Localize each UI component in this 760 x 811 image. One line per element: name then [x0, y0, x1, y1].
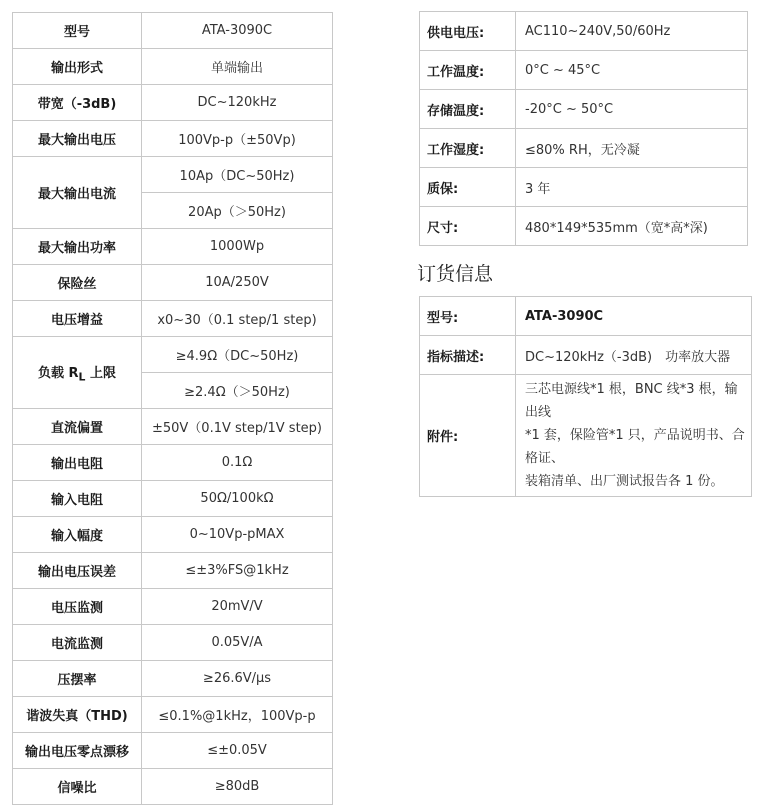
table-row — [13, 517, 333, 553]
spec-label-output-form: 输出形式 — [13, 49, 142, 85]
accessories-line-1: 三芯电源线*1 根，BNC 线*3 根，输出线 — [525, 382, 738, 420]
spec-value-voltage-monitor: 20mV/V — [142, 589, 333, 625]
spec-value-storage-temp: -20°C ~ 50°C — [516, 90, 748, 129]
order-value-accessories — [516, 375, 752, 497]
spec-label-bandwidth: 带宽（-3dB) — [13, 85, 142, 121]
spec-value-max-output-voltage: 100Vp-p（±50Vp) — [142, 121, 333, 157]
spec-label-max-output-current: 最大输出电流 — [13, 157, 142, 229]
spec-label-load-rl-limit — [13, 337, 142, 409]
table-row — [13, 121, 333, 157]
spec-label-zero-drift: 输出电压零点漂移 — [13, 733, 142, 769]
spec-table-right — [419, 11, 748, 246]
spec-label-voltage-gain: 电压增益 — [13, 301, 142, 337]
spec-value-output-voltage-error: ≤±3%FS@1kHz — [142, 553, 333, 589]
table-row — [13, 265, 333, 301]
spec-label-model: 型号 — [13, 13, 142, 49]
spec-value-current-monitor: 0.05V/A — [142, 625, 333, 661]
order-info-heading: 订货信息 — [417, 263, 494, 285]
spec-value-max-output-power: 1000Wp — [142, 229, 333, 265]
table-row — [13, 301, 333, 337]
spec-value-voltage-gain: x0~30（0.1 step/1 step) — [142, 301, 333, 337]
spec-label-warranty: 质保: — [420, 168, 516, 207]
table-row — [13, 733, 333, 769]
table-row — [420, 12, 748, 51]
accessories-line-2: *1 套，保险管*1 只，产品说明书、合格证、 — [525, 428, 745, 466]
table-row — [420, 90, 748, 129]
table-row — [13, 625, 333, 661]
spec-value-dimensions: 480*149*535mm（宽*高*深) — [516, 207, 748, 246]
table-row — [420, 207, 748, 246]
table-row — [13, 13, 333, 49]
table-row — [420, 168, 748, 207]
table-row — [13, 589, 333, 625]
table-row — [13, 49, 333, 85]
load-label-suffix: 上限 — [85, 365, 116, 381]
spec-label-max-output-power: 最大输出功率 — [13, 229, 142, 265]
order-value-model: ATA-3090C — [516, 297, 752, 336]
spec-value-max-output-current-2: 20Ap（＞50Hz) — [142, 193, 333, 229]
spec-value-slew-rate: ≥26.6V/μs — [142, 661, 333, 697]
spec-value-zero-drift: ≤±0.05V — [142, 733, 333, 769]
spec-value-input-resistance: 50Ω/100kΩ — [142, 481, 333, 517]
table-row — [13, 229, 333, 265]
load-label-prefix: 负载 R — [38, 365, 79, 381]
spec-value-warranty: 3 年 — [516, 168, 748, 207]
spec-table-left — [12, 12, 333, 805]
spec-label-operating-temp: 工作温度: — [420, 51, 516, 90]
spec-label-input-amplitude: 输入幅度 — [13, 517, 142, 553]
spec-value-snr: ≥80dB — [142, 769, 333, 805]
spec-value-fuse: 10A/250V — [142, 265, 333, 301]
spec-label-storage-temp: 存储温度: — [420, 90, 516, 129]
spec-label-voltage-monitor: 电压监测 — [13, 589, 142, 625]
table-row — [420, 129, 748, 168]
spec-value-power-supply: AC110~240V,50/60Hz — [516, 12, 748, 51]
spec-value-input-amplitude: 0~10Vp-pMAX — [142, 517, 333, 553]
table-row — [420, 336, 752, 375]
spec-label-slew-rate: 压摆率 — [13, 661, 142, 697]
table-row — [13, 157, 333, 193]
table-row — [13, 445, 333, 481]
spec-value-bandwidth: DC~120kHz — [142, 85, 333, 121]
order-value-description: DC~120kHz（-3dB) 功率放大器 — [516, 336, 752, 375]
table-row — [13, 553, 333, 589]
spec-label-operating-humidity: 工作湿度: — [420, 129, 516, 168]
order-label-accessories: 附件: — [420, 375, 516, 497]
spec-value-load-rl-limit-2: ≥2.4Ω（＞50Hz) — [142, 373, 333, 409]
spec-value-output-form: 单端输出 — [142, 49, 333, 85]
order-label-model: 型号: — [420, 297, 516, 336]
spec-value-operating-temp: 0°C ~ 45°C — [516, 51, 748, 90]
spec-value-model: ATA-3090C — [142, 13, 333, 49]
spec-label-output-resistance: 输出电阻 — [13, 445, 142, 481]
spec-value-operating-humidity: ≤80% RH，无冷凝 — [516, 129, 748, 168]
table-row — [13, 697, 333, 733]
spec-label-max-output-voltage: 最大输出电压 — [13, 121, 142, 157]
spec-label-input-resistance: 输入电阻 — [13, 481, 142, 517]
spec-value-thd: ≤0.1%@1kHz，100Vp-p — [142, 697, 333, 733]
order-label-description: 指标描述: — [420, 336, 516, 375]
table-row — [13, 409, 333, 445]
table-row — [13, 769, 333, 805]
table-row — [13, 481, 333, 517]
spec-value-load-rl-limit-1: ≥4.9Ω（DC~50Hz) — [142, 337, 333, 373]
spec-label-thd: 谐波失真（THD) — [13, 697, 142, 733]
table-row — [13, 85, 333, 121]
table-row — [420, 375, 752, 497]
spec-label-power-supply: 供电电压: — [420, 12, 516, 51]
accessories-line-3: 装箱清单、出厂测试报告各 1 份。 — [525, 474, 724, 489]
table-row — [13, 661, 333, 697]
table-row — [420, 297, 752, 336]
table-row — [420, 51, 748, 90]
load-label-subscript: L — [78, 370, 86, 384]
spec-label-dimensions: 尺寸: — [420, 207, 516, 246]
spec-label-dc-offset: 直流偏置 — [13, 409, 142, 445]
spec-value-dc-offset: ±50V（0.1V step/1V step) — [142, 409, 333, 445]
spec-label-output-voltage-error: 输出电压误差 — [13, 553, 142, 589]
spec-label-snr: 信噪比 — [13, 769, 142, 805]
spec-label-fuse: 保险丝 — [13, 265, 142, 301]
spec-value-output-resistance: 0.1Ω — [142, 445, 333, 481]
table-row — [13, 337, 333, 373]
order-info-table — [419, 296, 752, 497]
spec-value-max-output-current-1: 10Ap（DC~50Hz) — [142, 157, 333, 193]
spec-label-current-monitor: 电流监测 — [13, 625, 142, 661]
